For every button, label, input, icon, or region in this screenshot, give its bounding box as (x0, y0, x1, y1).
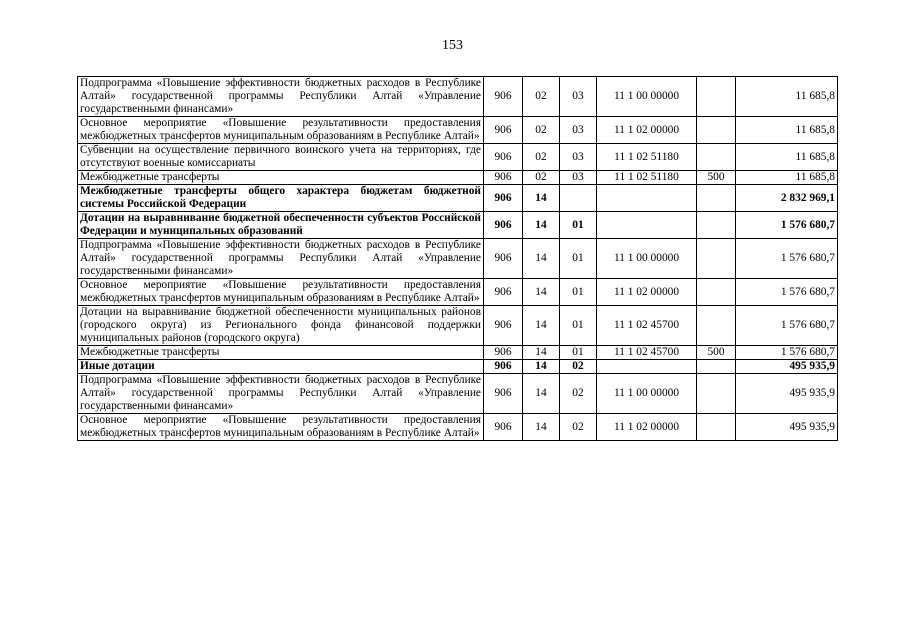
section-code: 14 (523, 185, 560, 212)
amount: 11 685,8 (736, 144, 838, 171)
amount: 1 576 680,7 (736, 306, 838, 346)
section-code: 02 (523, 117, 560, 144)
table-row (78, 185, 838, 212)
ministry-code: 906 (484, 185, 523, 212)
subsection-code: 02 (560, 360, 597, 374)
subsection-code (560, 185, 597, 212)
row-description: Межбюджетные трансферты (78, 171, 484, 185)
expense-type-code (697, 212, 736, 239)
amount: 1 576 680,7 (736, 212, 838, 239)
subsection-code: 03 (560, 171, 597, 185)
amount: 1 576 680,7 (736, 239, 838, 279)
ministry-code: 906 (484, 117, 523, 144)
target-article-code: 11 1 02 00000 (597, 279, 697, 306)
target-article-code: 11 1 02 45700 (597, 306, 697, 346)
row-description: Подпрограмма «Повышение эффективности бюджетных расходов в Республике Алтай» государственной программы Республики Алтай «Управление государственными финансами» (78, 239, 484, 279)
target-article-code: 11 1 02 00000 (597, 117, 697, 144)
subsection-code: 01 (560, 306, 597, 346)
target-article-code: 11 1 02 45700 (597, 346, 697, 360)
subsection-code: 01 (560, 346, 597, 360)
row-description: Дотации на выравнивание бюджетной обеспеченности муниципальных районов (городского округа) из Регионального фонда финансовой поддержки муниципальных районов (городского округа) (78, 306, 484, 346)
target-article-code (597, 360, 697, 374)
expense-type-code (697, 306, 736, 346)
section-code: 02 (523, 171, 560, 185)
table-body (78, 77, 838, 441)
page-number: 153 (442, 38, 463, 53)
ministry-code: 906 (484, 239, 523, 279)
section-code: 14 (523, 346, 560, 360)
row-description: Основное мероприятие «Повышение результативности предоставления межбюджетных трансфертов муниципальным образованиям в Республике Алтай» (78, 414, 484, 441)
ministry-code: 906 (484, 171, 523, 185)
section-code: 14 (523, 414, 560, 441)
amount: 11 685,8 (736, 117, 838, 144)
table-row (78, 306, 838, 346)
row-description: Подпрограмма «Повышение эффективности бюджетных расходов в Республике Алтай» государственной программы Республики Алтай «Управление государственными финансами» (78, 77, 484, 117)
expense-type-code (697, 77, 736, 117)
expense-type-code (697, 239, 736, 279)
subsection-code: 03 (560, 117, 597, 144)
expense-type-code (697, 414, 736, 441)
ministry-code: 906 (484, 360, 523, 374)
section-code: 02 (523, 77, 560, 117)
subsection-code: 01 (560, 279, 597, 306)
target-article-code (597, 185, 697, 212)
subsection-code: 01 (560, 212, 597, 239)
ministry-code: 906 (484, 77, 523, 117)
row-description: Иные дотации (78, 360, 484, 374)
target-article-code: 11 1 02 51180 (597, 171, 697, 185)
row-description: Основное мероприятие «Повышение результативности предоставления межбюджетных трансфертов муниципальным образованиям в Республике Алтай» (78, 117, 484, 144)
amount: 1 576 680,7 (736, 279, 838, 306)
amount: 495 935,9 (736, 360, 838, 374)
expense-type-code (697, 185, 736, 212)
row-description: Основное мероприятие «Повышение результативности предоставления межбюджетных трансфертов муниципальным образованиям в Республике Алтай» (78, 279, 484, 306)
row-description: Субвенции на осуществление первичного воинского учета на территориях, где отсутствуют военные комиссариаты (78, 144, 484, 171)
table-row (78, 144, 838, 171)
subsection-code: 02 (560, 414, 597, 441)
subsection-code: 03 (560, 144, 597, 171)
row-description: Дотации на выравнивание бюджетной обеспеченности субъектов Российской Федерации и муниципальных образований (78, 212, 484, 239)
expense-type-code (697, 374, 736, 414)
subsection-code: 03 (560, 77, 597, 117)
row-description: Межбюджетные трансферты общего характера бюджетам бюджетной системы Российской Федерации (78, 185, 484, 212)
table-row (78, 279, 838, 306)
table-row (78, 414, 838, 441)
table-row (78, 239, 838, 279)
table-row (78, 360, 838, 374)
section-code: 14 (523, 279, 560, 306)
expense-type-code (697, 144, 736, 171)
row-description: Подпрограмма «Повышение эффективности бюджетных расходов в Республике Алтай» государственной программы Республики Алтай «Управление государственными финансами» (78, 374, 484, 414)
section-code: 02 (523, 144, 560, 171)
subsection-code: 02 (560, 374, 597, 414)
amount: 2 832 969,1 (736, 185, 838, 212)
section-code: 14 (523, 212, 560, 239)
ministry-code: 906 (484, 414, 523, 441)
row-description: Межбюджетные трансферты (78, 346, 484, 360)
expense-type-code (697, 279, 736, 306)
ministry-code: 906 (484, 279, 523, 306)
expense-type-code (697, 117, 736, 144)
target-article-code: 11 1 00 00000 (597, 239, 697, 279)
section-code: 14 (523, 239, 560, 279)
target-article-code: 11 1 00 00000 (597, 77, 697, 117)
subsection-code: 01 (560, 239, 597, 279)
target-article-code: 11 1 02 51180 (597, 144, 697, 171)
target-article-code: 11 1 00 00000 (597, 374, 697, 414)
budget-table (77, 76, 838, 441)
table-row (78, 117, 838, 144)
ministry-code: 906 (484, 212, 523, 239)
amount: 495 935,9 (736, 374, 838, 414)
table-row (78, 212, 838, 239)
amount: 495 935,9 (736, 414, 838, 441)
target-article-code: 11 1 02 00000 (597, 414, 697, 441)
target-article-code (597, 212, 697, 239)
amount: 11 685,8 (736, 77, 838, 117)
ministry-code: 906 (484, 306, 523, 346)
section-code: 14 (523, 360, 560, 374)
ministry-code: 906 (484, 144, 523, 171)
table-row (78, 374, 838, 414)
amount: 1 576 680,7 (736, 346, 838, 360)
section-code: 14 (523, 306, 560, 346)
expense-type-code: 500 (697, 171, 736, 185)
expense-type-code: 500 (697, 346, 736, 360)
expense-type-code (697, 360, 736, 374)
ministry-code: 906 (484, 374, 523, 414)
table-row (78, 171, 838, 185)
amount: 11 685,8 (736, 171, 838, 185)
section-code: 14 (523, 374, 560, 414)
ministry-code: 906 (484, 346, 523, 360)
table-row (78, 77, 838, 117)
table-row (78, 346, 838, 360)
